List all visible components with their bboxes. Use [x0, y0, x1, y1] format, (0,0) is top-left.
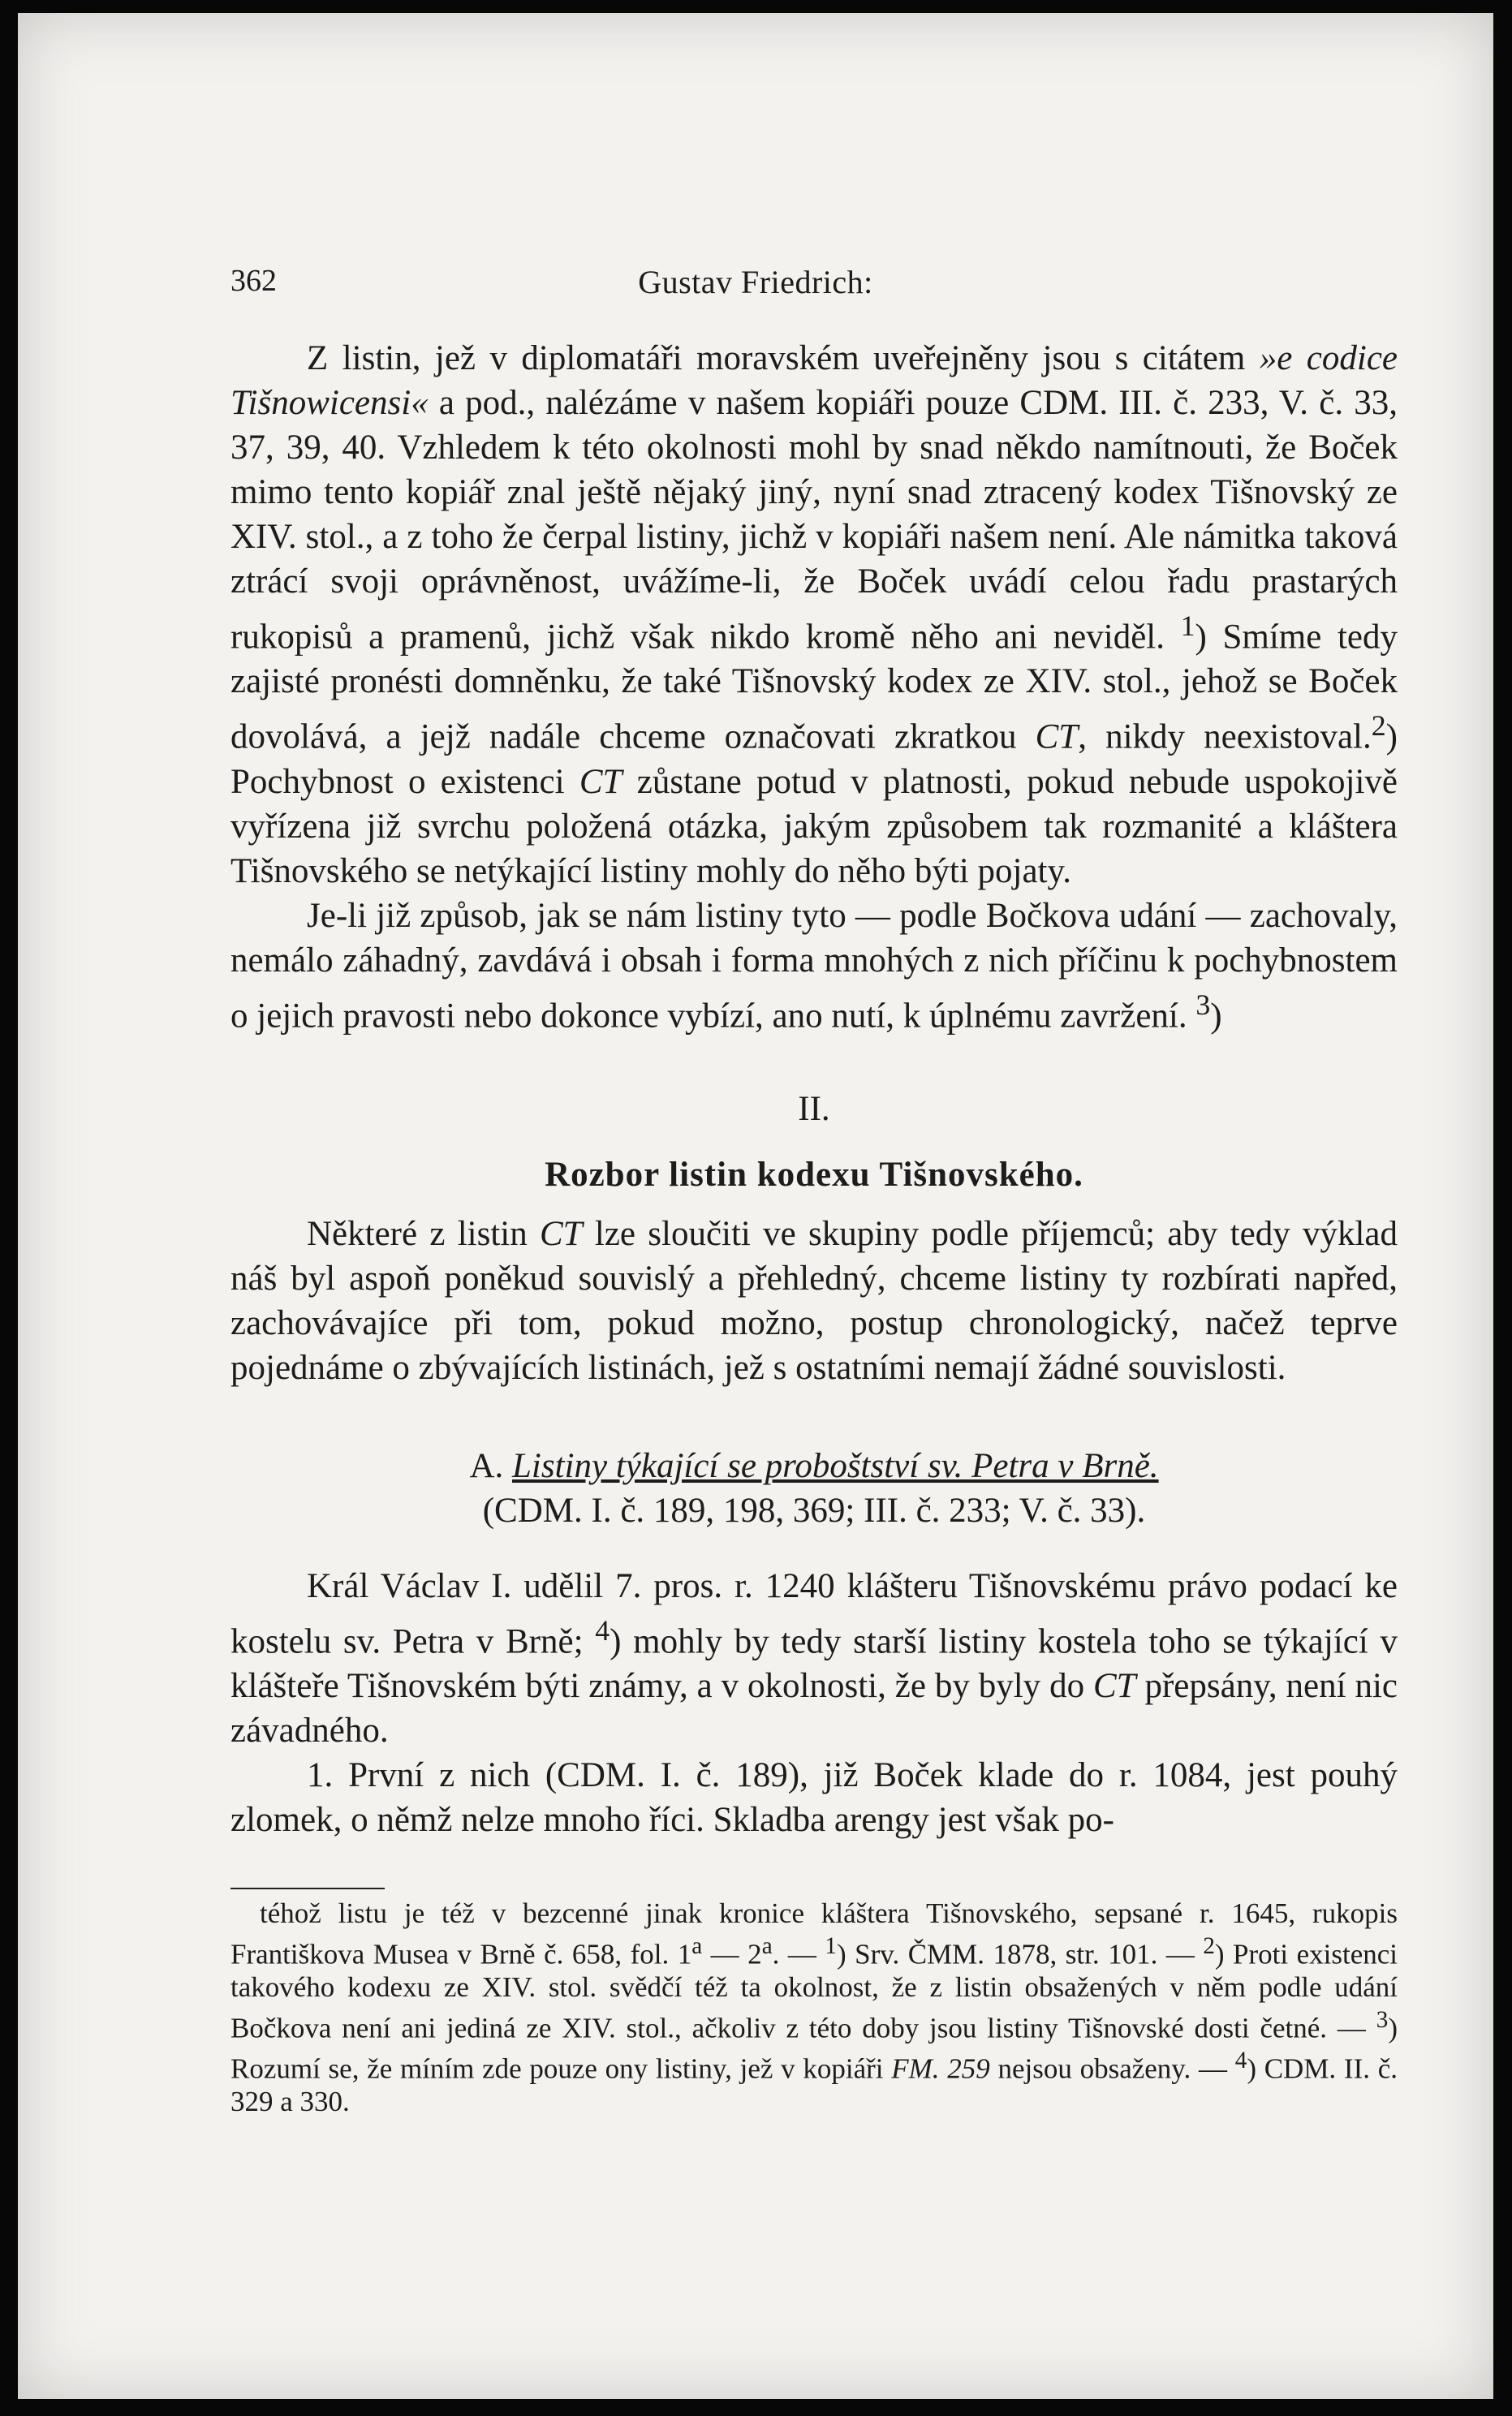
page-header: [18, 263, 1493, 304]
footnote-ref: 3: [1195, 988, 1211, 1021]
paragraph-3: Některé z listin CT lze sloučiti ve skupiny podle příjemců; aby tedy výklad náš byl aspoň poněkud souvislý a přehledný, chceme listiny ty rozbírati napřed, zachovávajíce při tom, pokud možno, postup chronologický, načež teprve pojednáme o zbývajících listinách, jež s ostatními nemají žádné souvislosti.: [230, 1214, 1398, 1387]
footnote-ref: 1: [1180, 609, 1195, 642]
paragraph-4: Král Václav I. udělil 7. pros. r. 1240 klášteru Tišnovskému právo podací ke kostelu sv. Petra v Brně; $^4$) mohly by tedy starší listiny kostela toho se týkající v klášteře Tišnovském býti známy, a v okolnosti, že by byly do CT přepsány, není nic závadného.: [230, 1566, 1398, 1751]
paragraph-5: 1. První z nich (CDM. I. č. 189), již Boček klade do r. 1084, jest pouhý zlomek, o němž nelze mnoho říci. Skladba arengy jest však po-: [230, 1756, 1398, 1840]
book-page: [18, 13, 1493, 2399]
body-text: [230, 336, 1398, 1842]
paragraph-2: Je-li již způsob, jak se nám listiny tyto — podle Bočkova udání — zachovaly, nemálo záhadný, zavdává i obsah i forma mnohých z nich příčinu k pochybnostem o jejich pravosti nebo dokonce vybízí, ano nutí, k úplnému zavržení. $^3$): [230, 896, 1398, 1035]
page-number: 362: [230, 264, 277, 298]
footnote-text: téhož listu je též v bezcenné jinak kronice kláštera Tišnovského, sepsané r. 1645, rukopis Františkova Musea v Brně č. 658, fol. 1$^a$ — 2$^a$. — $^1$) Srv. ČMM. 1878, str. 101. — $^2$) Proti existenci takového kodexu ze XIV. stol. svědčí též ta okolnost, že z listin obsažených v něm podle udání Bočkova není ani jediná ze XIV. stol., ačkoliv z této doby jsou listiny Tišnovské dosti četné. — $^3$) Rozumí se, že míním zde pouze ony listiny, jež v kopiáři FM. 259 nejsou obsaženy. — $^4$) CDM. II. č. 329 a 330.: [230, 1897, 1398, 2117]
subsection-refs: (CDM. I. č. 189, 198, 369; III. č. 233; V. č. 33).: [482, 1491, 1146, 1530]
footnote-rule: [230, 1888, 385, 1889]
paragraph-1: Z listin, jež v diplomatáři moravském uveřejněny jsou s citátem »e codice Tišnowicensi« a pod., nalézáme v našem kopiáři pouze CDM. III. č. 233, V. č. 33, 37, 39, 40. Vzhledem k této okolnosti mohl by snad někdo namítnouti, že Boček mimo tento kopiář znal ještě nějaký jiný, nyní snad ztracený kodex Tišnovský ze XIV. stol., a z toho že čerpal listiny, jichž v kopiáři našem není. Ale námitka taková ztrácí svoji oprávněnost, uvážíme-li, že Boček uvádí celou řadu prastarých rukopisů a pramenů, jichž však nikdo kromě něho ani neviděl. $^1$) Smíme tedy zajisté pronésti domněnku, že také Tišnovský kodex ze XIV. stol., jehož se Boček dovolává, a jejž nadále chceme označovati zkratkou CT, nikdy neexistoval.$^2$) Pochybnost o existenci CT zůstane potud v platnosti, pokud nebude uspokojivě vyřízena již svrchu položená otázka, jakým způsobem tak rozmanité a kláštera Tišnovského se netýkající listiny mohly do něho býti pojaty.: [230, 339, 1398, 890]
footnote-ref: 4: [595, 1613, 610, 1647]
footnotes: [230, 1888, 1398, 2118]
section-title: Rozbor listin kodexu Tišnovského.: [545, 1155, 1083, 1194]
subsection-heading: A. Listiny týkající se proboštství sv. Petra v Brně.: [469, 1446, 1159, 1485]
section-number: II.: [798, 1089, 830, 1128]
footnote-ref: 2: [1371, 709, 1386, 743]
running-head: Gustav Friedrich:: [638, 264, 873, 300]
